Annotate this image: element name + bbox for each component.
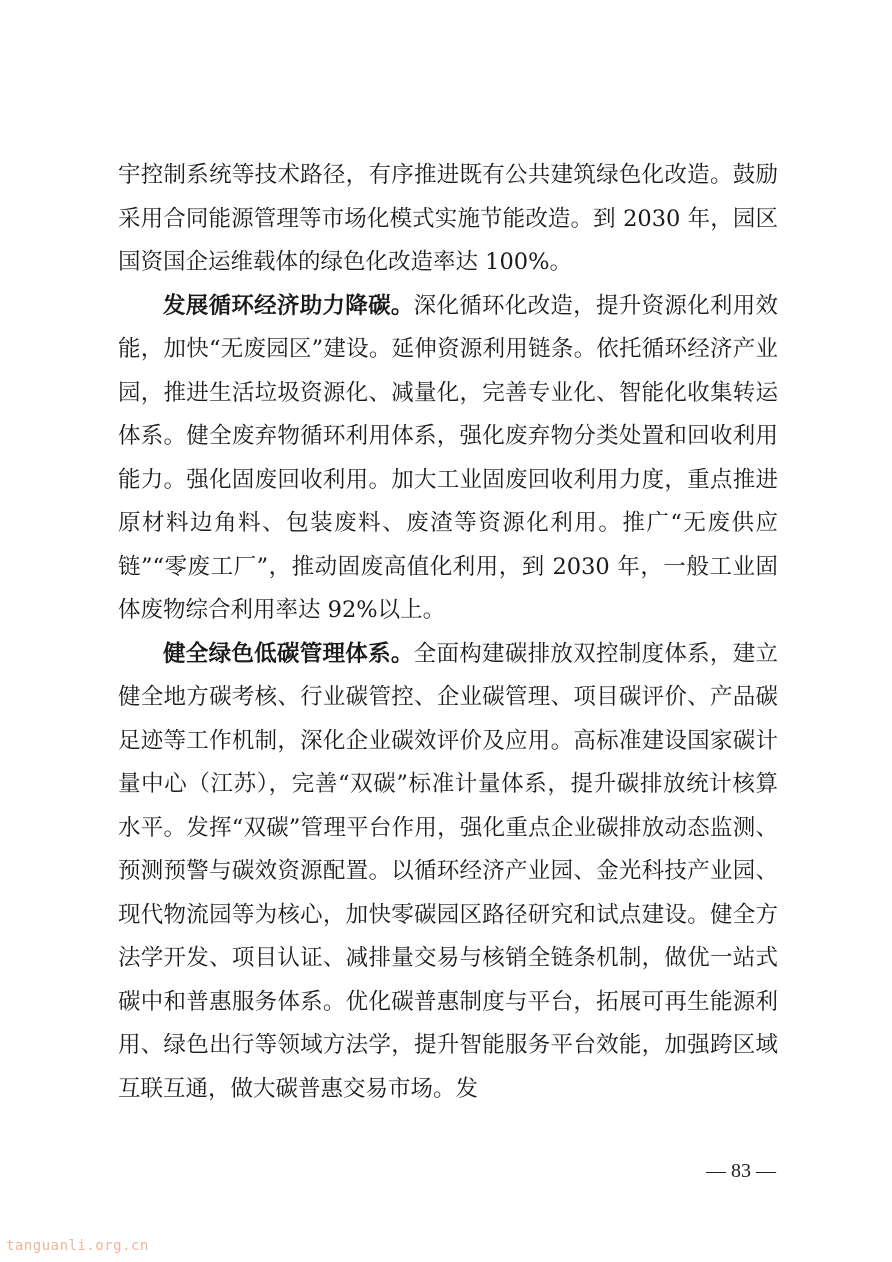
paragraph-text: 全面构建碳排放双控制度体系，建立健全地方碳考核、行业碳管控、企业碳管理、项目碳评价、产品碳足迹等工作机制，深化企业碳效评价及应用。高标准建设国家碳计量中心（江苏），完善“双碳”标准计量体系，提升碳排放统计核算水平。发挥“双碳”管理平台作用，强化重点企业碳排放动态监测、预测预警与碳效资源配置。以循环经济产业园、金光科技产业园、现代物流园等为核心，加快零碳园区路径研究和试点建设。健全方法学开发、项目认证、减排量交易与核销全链条机制，做优一站式碳中和普惠服务体系。优化碳普惠制度与平台，拓展可再生能源利用、绿色出行等领域方法学，提升智能服务平台效能，加强跨区域互联互通，做大碳普惠交易市场。发 xyxy=(118,640,778,1102)
paragraph-text: 宇控制系统等技术路径，有序推进既有公共建筑绿色化改造。鼓励采用合同能源管理等市场化模式实施节能改造。到 2030 年，园区国资国企运维载体的绿色化改造率达 100%。 xyxy=(118,162,778,275)
paragraph-circular-economy xyxy=(118,285,778,633)
paragraph-heading: 发展循环经济助力降碳。 xyxy=(163,292,414,319)
page-number: — 83 — xyxy=(706,1160,776,1182)
paragraph-continuation xyxy=(118,154,778,285)
body-text xyxy=(118,154,778,1111)
paragraph-text: 深化循环化改造，提升资源化利用效能，加快“无废园区”建设。延伸资源利用链条。依托循环经济产业园，推进生活垃圾资源化、减量化，完善专业化、智能化收集转运体系。健全废弃物循环利用体系，强化废弃物分类处置和回收利用能力。强化固废回收利用。加大工业固废回收利用力度，重点推进原材料边角料、包装废料、废渣等资源化利用。推广“无废供应链”“零废工厂”，推动固废高值化利用，到 2030 年，一般工业固体废物综合利用率达 92%以上。 xyxy=(118,292,778,623)
paragraph-heading: 健全绿色低碳管理体系。 xyxy=(163,640,414,667)
watermark: tanguanli.org.cn xyxy=(6,1238,149,1254)
paragraph-management-system xyxy=(118,633,778,1112)
